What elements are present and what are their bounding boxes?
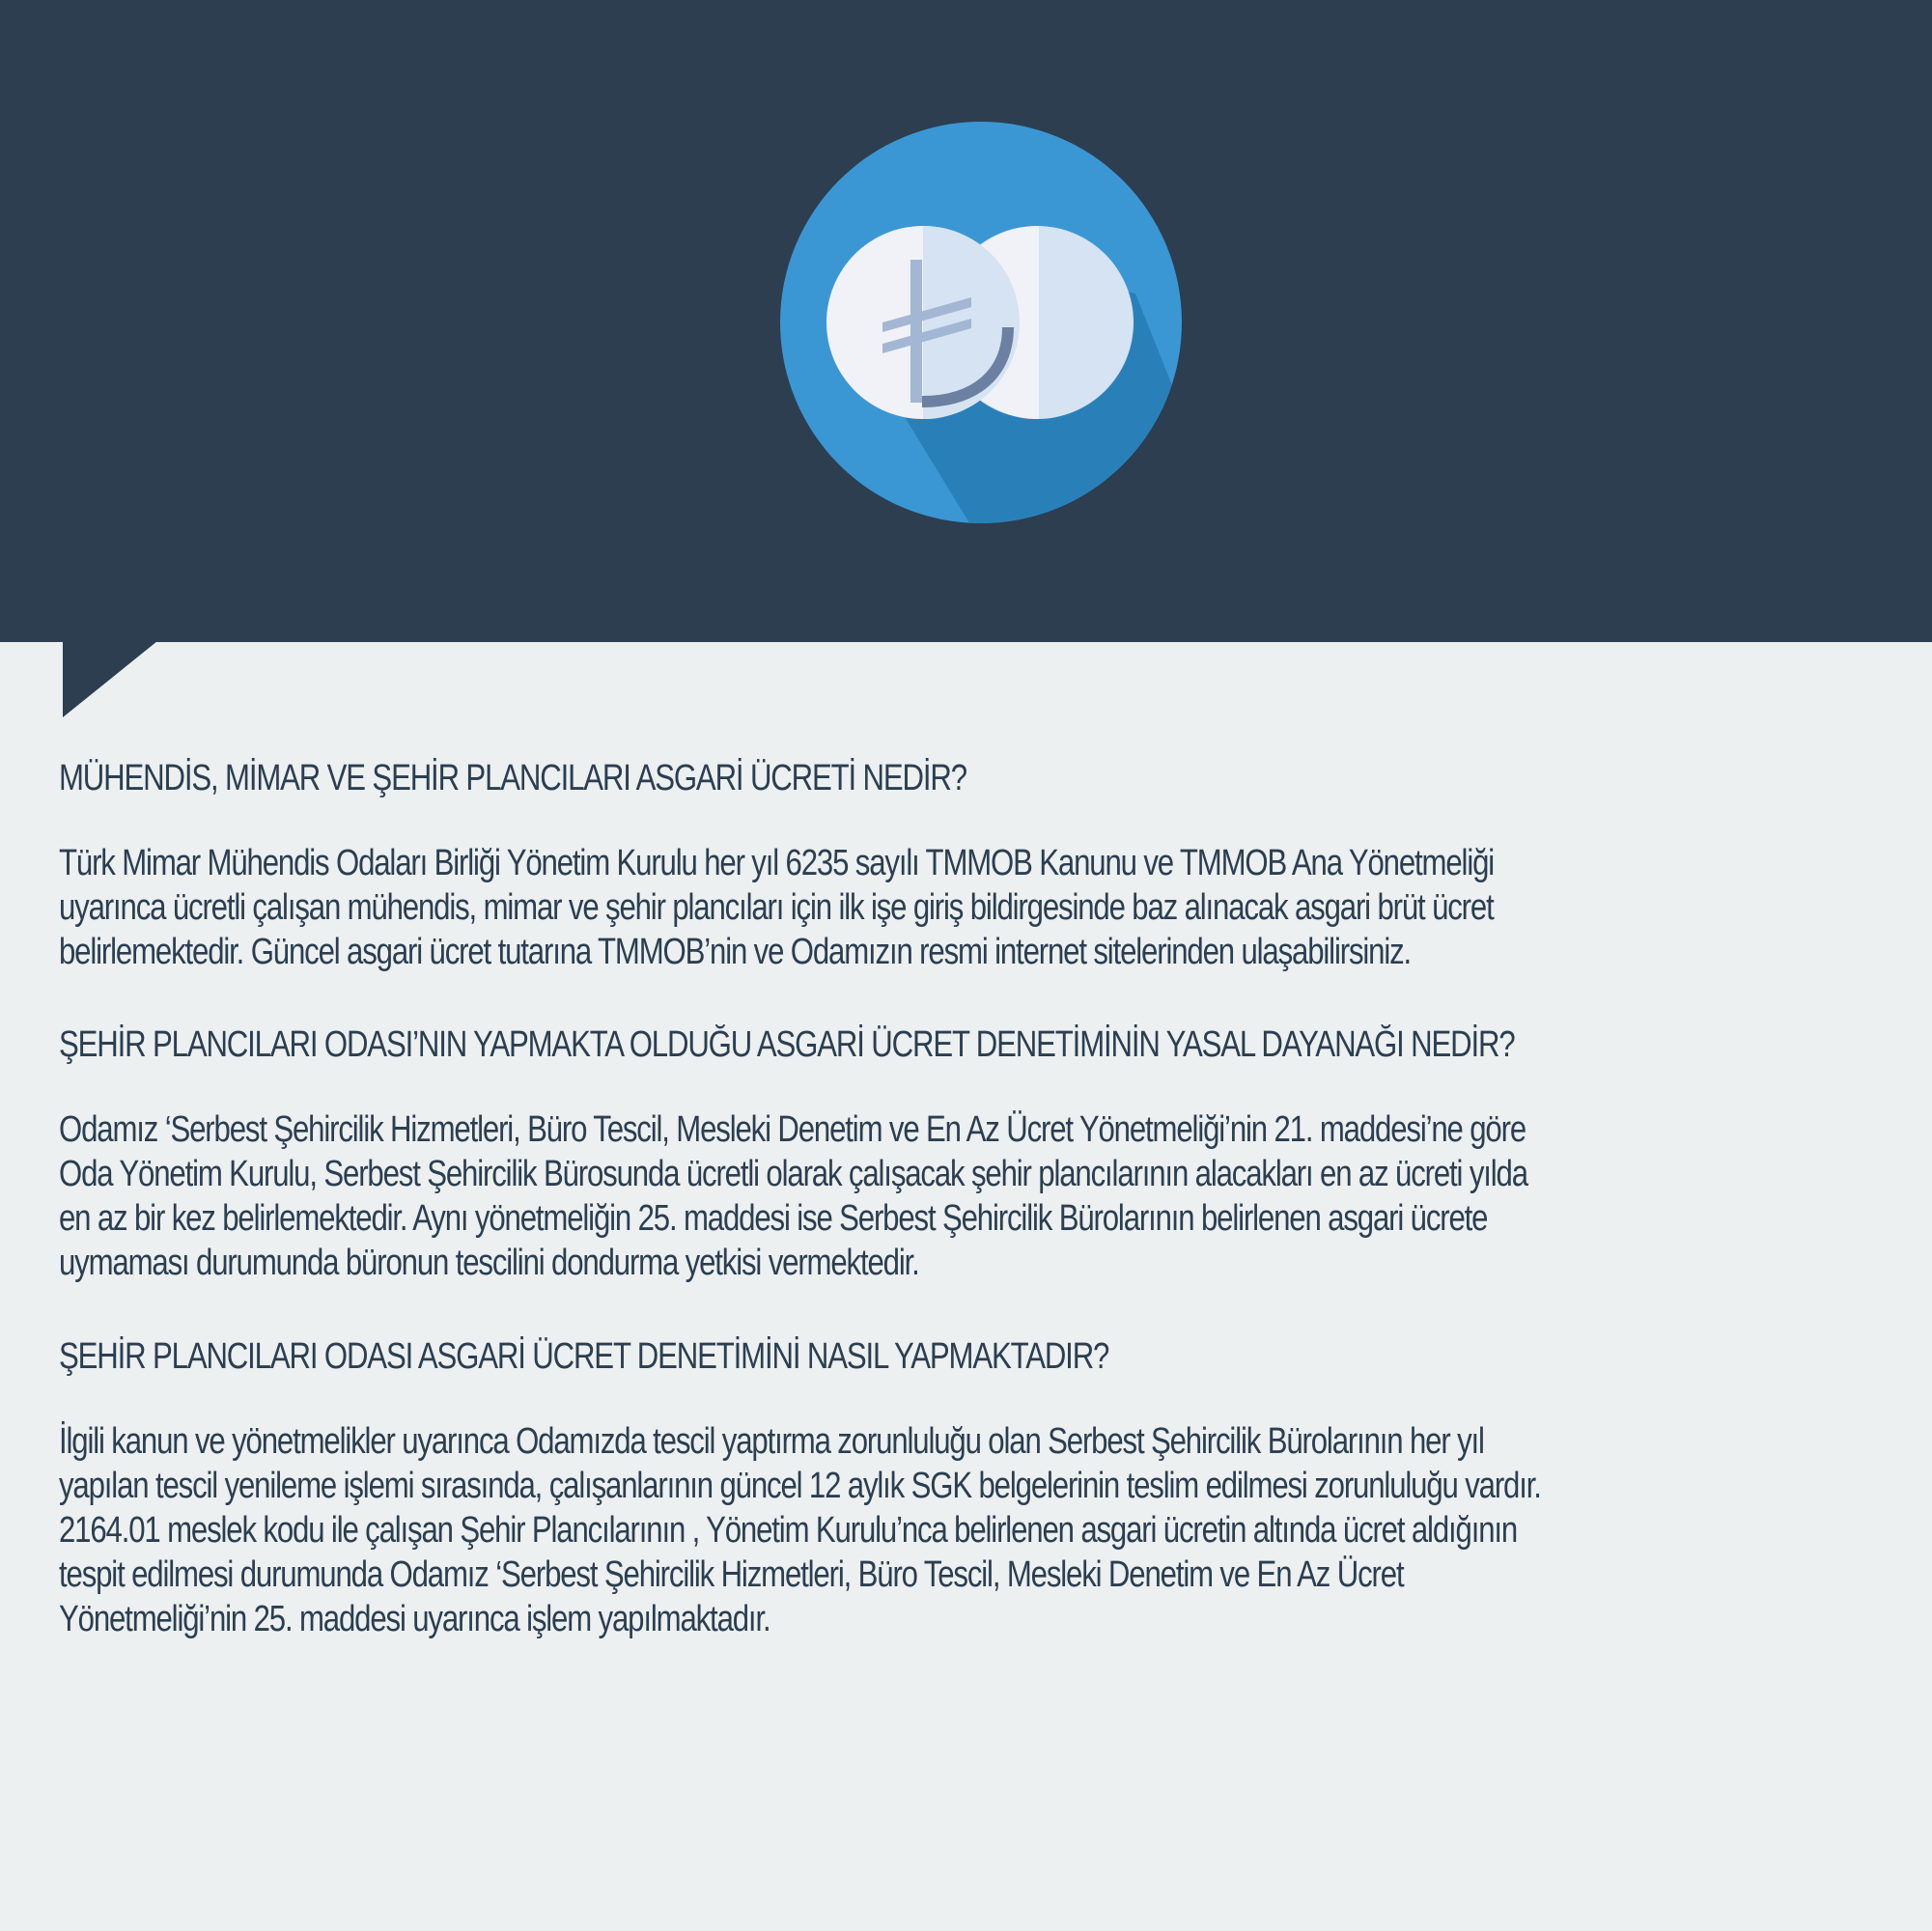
speech-pointer [0, 641, 193, 738]
section-paragraph [59, 841, 1880, 974]
section-heading: ŞEHİR PLANCILARI ODASI’NIN YAPMAKTA OLDUĞU ASGARİ ÜCRET DENETİMİNİN YASAL DAYANAĞI NEDİR? [59, 1024, 1515, 1065]
section-paragraph [59, 1419, 1880, 1641]
paragraph-line: Oda Yönetim Kurulu, Serbest Şehircilik Bürosunda ücretli olarak çalışacak şehir plancılarının alacakları en az ücreti yılda [59, 1154, 1527, 1194]
section-heading: MÜHENDİS, MİMAR VE ŞEHİR PLANCILARI ASGARİ ÜCRETİ NEDİR? [59, 758, 966, 798]
paragraph-line: Yönetmeliği’nin 25. maddesi uyarınca işlem yapılmaktadır. [59, 1599, 770, 1639]
section-paragraph [59, 1107, 1880, 1285]
paragraph-line: yapılan tescil yenileme işlemi sırasında, çalışanlarının güncel 12 aylık SGK belgelerinin teslim edilmesi zorunluluğu vardır. [59, 1466, 1541, 1506]
paragraph-line: tespit edilmesi durumunda Odamız ‘Serbest Şehircilik Hizmetleri, Büro Tescil, Mesleki Denetim ve En Az Ücret [59, 1554, 1404, 1595]
paragraph-line: Türk Mimar Mühendis Odaları Birliği Yönetim Kurulu her yıl 6235 sayılı TMMOB Kanunu ve TMMOB Ana Yönetmeliği [59, 843, 1495, 883]
paragraph-line: Odamız ‘Serbest Şehircilik Hizmetleri, Büro Tescil, Mesleki Denetim ve En Az Ücret Yönetmeliği’nin 21. maddesi’ne göre [59, 1109, 1526, 1150]
turkish-lira-coins-icon [778, 120, 1184, 525]
paragraph-line: en az bir kez belirlemektedir. Aynı yönetmeliğin 25. maddesi ise Serbest Şehircilik Bürolarının belirlenen asgari ücrete [59, 1198, 1488, 1239]
paragraph-line: belirlemektedir. Güncel asgari ücret tutarına TMMOB’nin ve Odamızın resmi internet sitelerinden ulaşabilirsiniz. [59, 932, 1412, 972]
paragraph-line: İlgili kanun ve yönetmelikler uyarınca Odamızda tescil yaptırma zorunluluğu olan Serbest Şehircilik Bürolarının her yıl [59, 1421, 1484, 1462]
paragraph-line: uymaması durumunda büronun tescilini dondurma yetkisi vermektedir. [59, 1243, 919, 1283]
paragraph-line: uyarınca ücretli çalışan mühendis, mimar ve şehir plancıları için ilk işe giriş bildirgesinde baz alınacak asgari brüt ücret [59, 887, 1494, 928]
paragraph-line: 2164.01 meslek kodu ile çalışan Şehir Plancılarının , Yönetim Kurulu’nca belirlenen asgari ücretin altında ücret aldığının [59, 1510, 1518, 1551]
section-heading: ŞEHİR PLANCILARI ODASI ASGARİ ÜCRET DENETİMİNİ NASIL YAPMAKTADIR? [59, 1336, 1109, 1377]
